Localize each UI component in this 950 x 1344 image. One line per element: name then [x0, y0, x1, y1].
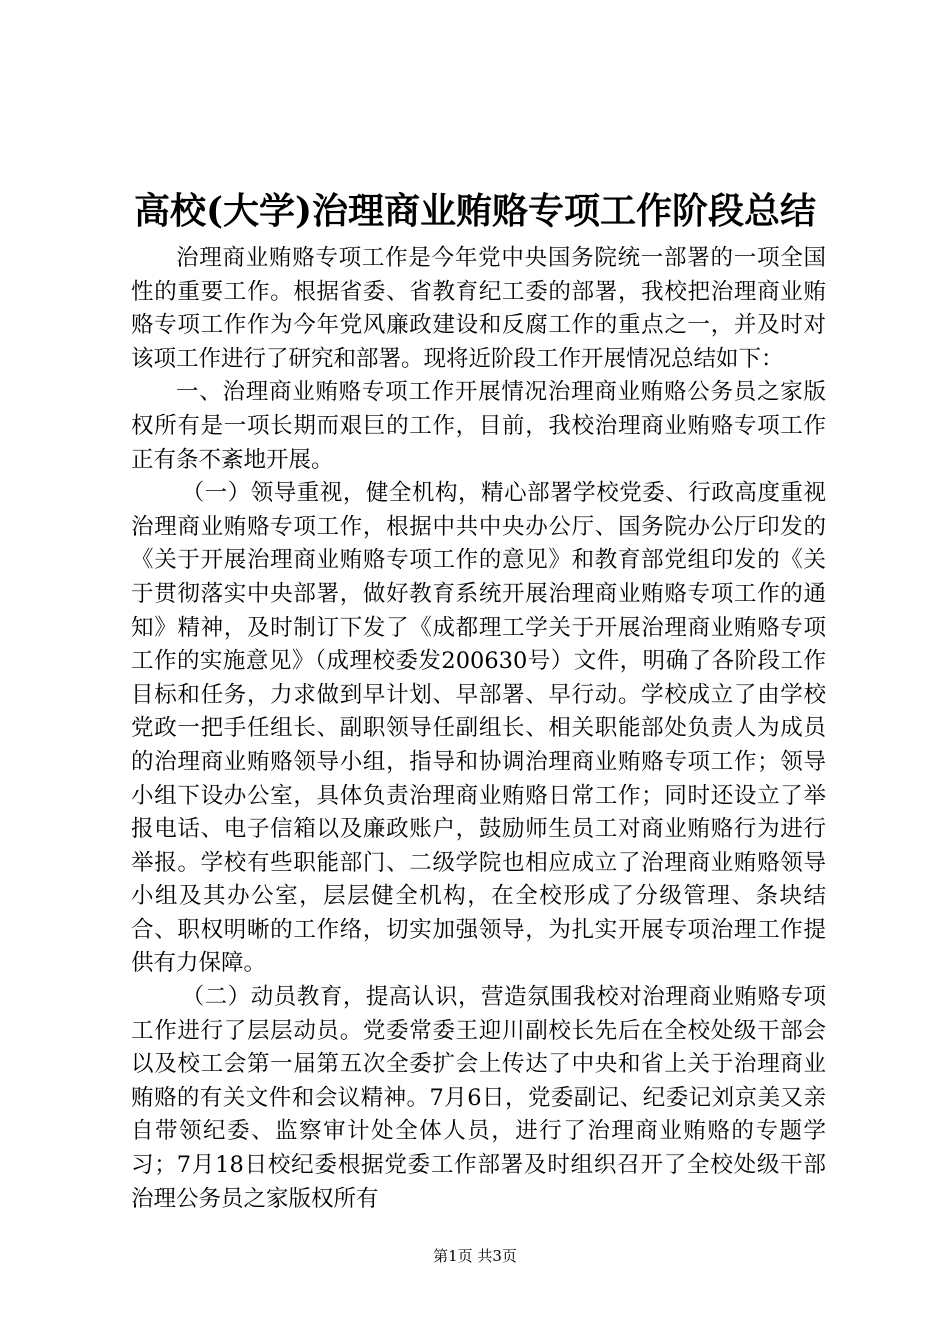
paragraph-subsection-1: （一）领导重视，健全机构，精心部署学校党委、行政高度重视治理商业贿赂专项工作，根据中共中央办公厅、国务院办公厅印发的《关于开展治理商业贿赂专项工作的意见》和教育部党组印发的《关于贯彻落实中央部署，做好教育系统开展治理商业贿赂专项工作的通知》精神，及时制订下发了《成都理工学关于开展治理商业贿赂专项工作的实施意见》（成理校委发200630号）文件，明确了各阶段工作目标和任务，力求做到早计划、早部署、早行动。学校成立了由学校党政一把手任组长、副职领导任副组长、相关职能部处负责人为成员的治理商业贿赂领导小组，指导和协调治理商业贿赂专项工作；领导小组下设办公室，具体负责治理商业贿赂日常工作；同时还设立了举报电话、电子信箱以及廉政账户，鼓励师生员工对商业贿赂行为进行举报。学校有些职能部门、二级学院也相应成立了治理商业贿赂领导小组及其办公室，层层健全机构，在全校形成了分级管理、条块结合、职权明晰的工作络，切实加强领导，为扎实开展专项治理工作提供有力保障。	[131, 480, 826, 977]
paragraph-subsection-2: （二）动员教育，提高认识，营造氛围我校对治理商业贿赂专项工作进行了层层动员。党委常委王迎川副校长先后在全校处级干部会以及校工会第一届第五次全委扩会上传达了中央和省上关于治理商业贿赂的有关文件和会议精神。7月6日，党委副记、纪委记刘京美又亲自带领纪委、监察审计处全体人员，进行了治理商业贿赂的专题学习；7月18日校纪委根据党委工作部署及时组织召开了全校处级干部治理公务员之家版权所有	[131, 984, 826, 1212]
document-body	[131, 242, 826, 1216]
paragraph-intro: 治理商业贿赂专项工作是今年党中央国务院统一部署的一项全国性的重要工作。根据省委、省教育纪工委的部署，我校把治理商业贿赂专项工作作为今年党风廉政建设和反腐工作的重点之一，并及时对该项工作进行了研究和部署。现将近阶段工作开展情况总结如下：	[131, 245, 826, 372]
paragraph-section-1: 一、治理商业贿赂专项工作开展情况治理商业贿赂公务员之家版权所有是一项长期而艰巨的工作，目前，我校治理商业贿赂专项工作正有条不紊地开展。	[131, 379, 826, 473]
page-footer: 第1页 共3页	[433, 1247, 517, 1265]
document-title: 高校(大学)治理商业贿赂专项工作阶段总结	[133, 190, 817, 232]
